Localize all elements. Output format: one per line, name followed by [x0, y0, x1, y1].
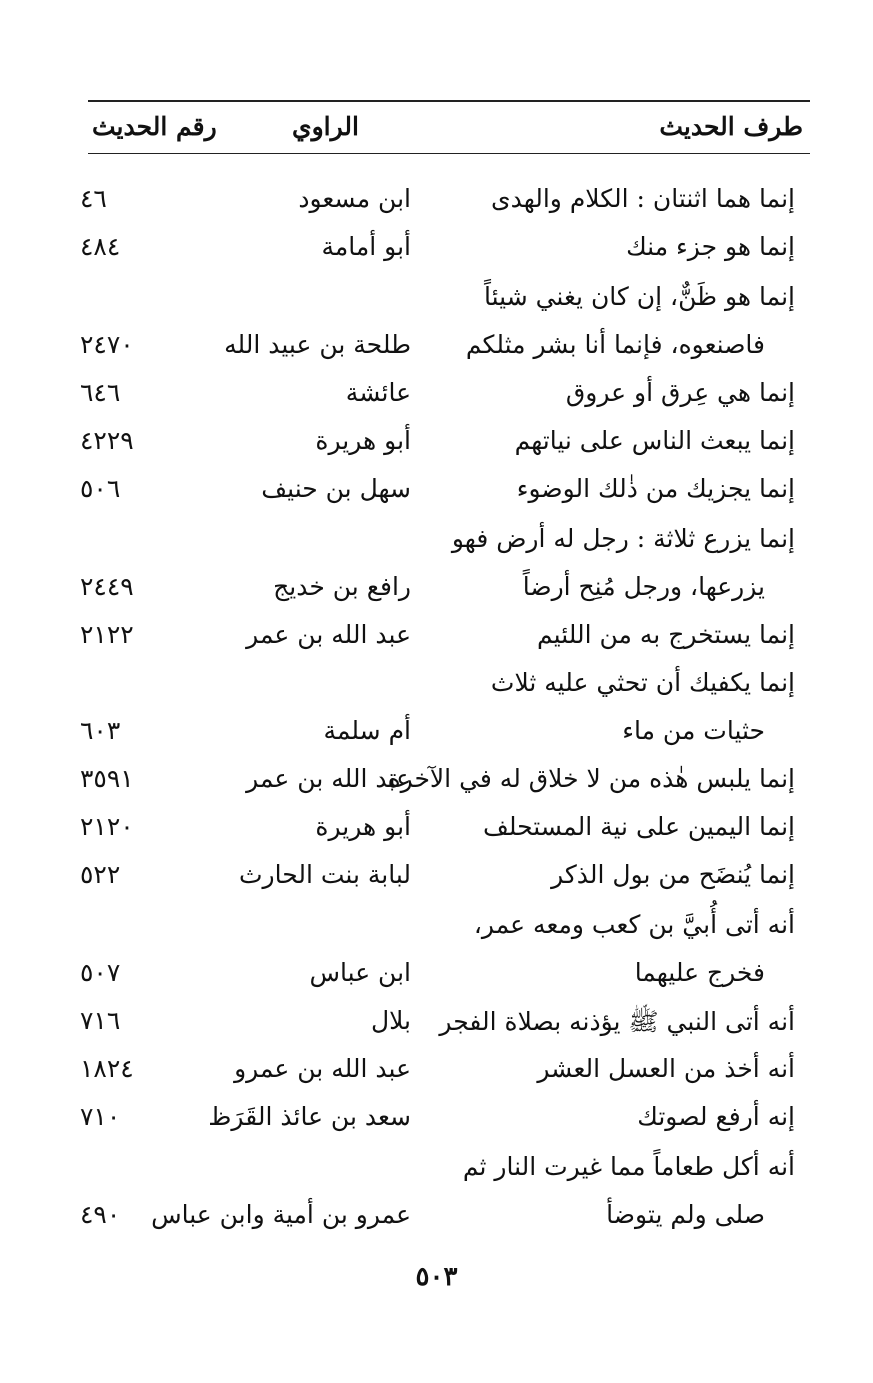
narrator-name: عائشة — [345, 378, 411, 407]
table-row — [0, 1200, 873, 1248]
hadith-text: إنما هو جزء منك — [626, 232, 795, 261]
hadith-number: ١٨٢٤ — [80, 1054, 134, 1083]
table-row — [0, 860, 873, 908]
table-row — [0, 910, 873, 958]
hadith-text: إنه أرفع لصوتك — [637, 1102, 795, 1131]
hadith-text: إنما يجزيك من ذٰلك الوضوء — [516, 474, 795, 503]
table-row — [0, 378, 873, 426]
hadith-text: إنما يستخرج به من اللئيم — [537, 620, 795, 649]
hadith-number: ٣٥٩١ — [80, 764, 134, 793]
table-row — [0, 184, 873, 232]
table-row — [0, 620, 873, 668]
narrator-name: عبد الله بن عمرو — [234, 1054, 411, 1083]
table-row — [0, 1006, 873, 1054]
hadith-number: ٧١٠ — [80, 1102, 121, 1131]
hadith-text: حثيات من ماء — [622, 716, 765, 745]
hadith-text: إنما يلبس هٰذه من لا خلاق له في الآخرة — [387, 764, 795, 793]
table-row — [0, 1102, 873, 1150]
hadith-number: ٤٨٤ — [80, 232, 121, 261]
table-row — [0, 524, 873, 572]
table-row — [0, 426, 873, 474]
hadith-number: ٢١٢٠ — [80, 812, 134, 841]
hadith-text: صلى ولم يتوضأ — [606, 1200, 765, 1229]
narrator-name: عبد الله بن عمر — [246, 764, 411, 793]
table-row — [0, 1152, 873, 1200]
hadith-number: ٥٠٦ — [80, 474, 121, 503]
hadith-text: فاصنعوه، فإنما أنا بشر مثلكم — [465, 330, 765, 359]
hadith-number: ٥٠٧ — [80, 958, 121, 987]
hadith-text: إنما هما اثنتان : الكلام والهدى — [491, 184, 795, 213]
hadith-number: ٢١٢٢ — [80, 620, 134, 649]
narrator-name: ابن عباس — [309, 958, 411, 987]
hadith-text: إنما يبعث الناس على نياتهم — [514, 426, 795, 455]
narrator-name: سعد بن عائذ القَرَظ — [208, 1102, 411, 1131]
hadith-text: إنما يكفيك أن تحثي عليه ثلاث — [490, 668, 795, 697]
narrator-name: عبد الله بن عمر — [246, 620, 411, 649]
table-row — [0, 958, 873, 1006]
narrator-name: ابن مسعود — [298, 184, 411, 213]
hadith-text: فخرج عليهما — [634, 958, 765, 987]
header-hadith-column: طرف الحديث — [659, 112, 803, 141]
page-number: ٥٠٣ — [415, 1262, 458, 1292]
hadith-number: ٢٤٧٠ — [80, 330, 134, 359]
hadith-text: إنما يُنضَح من بول الذكر — [551, 860, 795, 889]
hadith-text: إنما اليمين على نية المستحلف — [483, 812, 795, 841]
narrator-name: لبابة بنت الحارث — [238, 860, 411, 889]
hadith-number: ٤٦ — [80, 184, 107, 213]
hadith-text: إنما يزرع ثلاثة : رجل له أرض فهو — [451, 524, 795, 553]
narrator-name: بلال — [370, 1006, 411, 1035]
hadith-number: ٤٢٢٩ — [80, 426, 134, 455]
table-row — [0, 812, 873, 860]
table-row — [0, 572, 873, 620]
top-rule — [88, 100, 810, 102]
hadith-text: أنه أخذ من العسل العشر — [537, 1054, 795, 1083]
narrator-name: أبو أمامة — [321, 232, 411, 261]
hadith-number: ٦٠٣ — [80, 716, 121, 745]
table-row — [0, 282, 873, 330]
hadith-number: ٧١٦ — [80, 1006, 121, 1035]
header-number-column: رقم الحديث — [92, 112, 217, 141]
hadith-text: إنما هي عِرق أو عروق — [565, 378, 795, 407]
narrator-name: عمرو بن أمية وابن عباس — [151, 1200, 411, 1229]
hadith-text: أنه أتى أُبيَّ بن كعب ومعه عمر، — [473, 910, 795, 939]
narrator-name: رافع بن خديج — [273, 572, 411, 601]
narrator-name: سهل بن حنيف — [261, 474, 411, 503]
narrator-name: أبو هريرة — [315, 812, 411, 841]
hadith-number: ٢٤٤٩ — [80, 572, 134, 601]
table-row — [0, 330, 873, 378]
hadith-number: ٦٤٦ — [80, 378, 121, 407]
hadith-text: أنه أتى النبي ﷺ يؤذنه بصلاة الفجر — [439, 1007, 795, 1036]
hadith-number: ٤٩٠ — [80, 1200, 121, 1229]
table-row — [0, 764, 873, 812]
table-row — [0, 668, 873, 716]
table-row — [0, 1054, 873, 1102]
table-row — [0, 716, 873, 764]
narrator-name: أم سلمة — [323, 716, 411, 745]
header-narrator-column: الراوي — [292, 112, 359, 141]
hadith-text: أنه أكل طعاماً مما غيرت النار ثم — [462, 1152, 795, 1181]
narrator-name: طلحة بن عبيد الله — [224, 330, 411, 359]
table-row — [0, 232, 873, 280]
hadith-number: ٥٢٢ — [80, 860, 121, 889]
narrator-name: أبو هريرة — [315, 426, 411, 455]
table-row — [0, 474, 873, 522]
hadith-text: إنما هو ظَنٌّ، إن كان يغني شيئاً — [484, 282, 795, 311]
hadith-text: يزرعها، ورجل مُنِح أرضاً — [522, 572, 765, 601]
header-rule — [88, 153, 810, 154]
